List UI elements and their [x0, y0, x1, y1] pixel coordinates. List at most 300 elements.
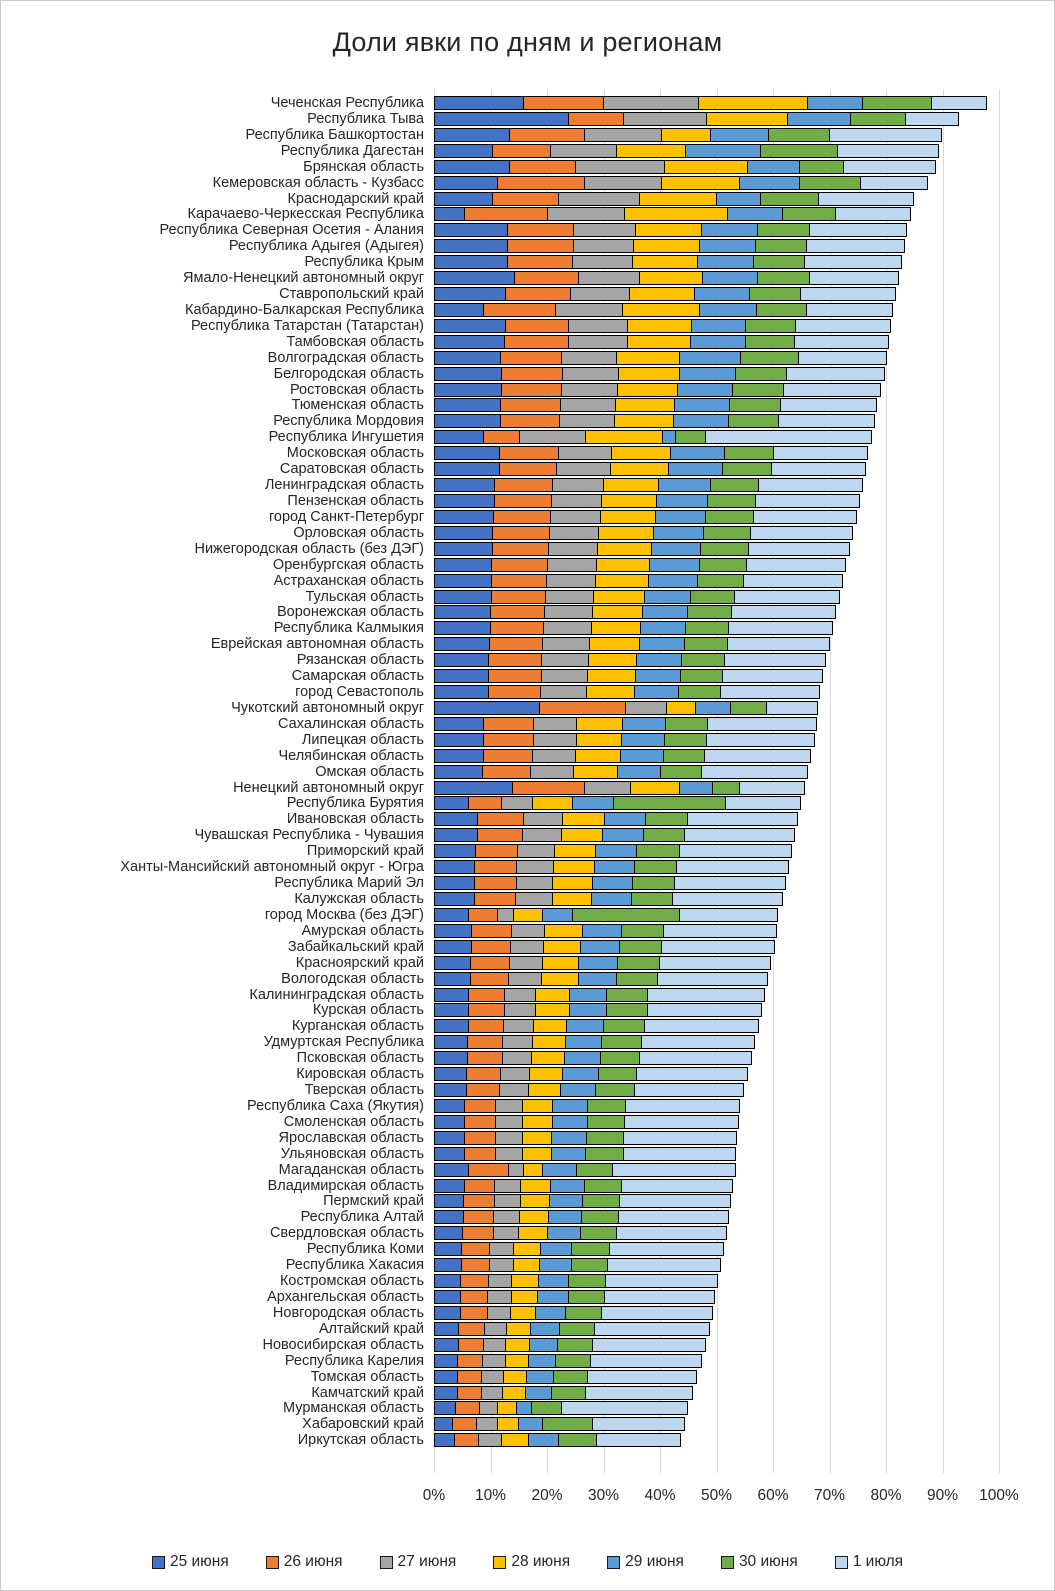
stacked-bar	[434, 112, 959, 126]
bar-segment	[773, 446, 868, 460]
bar-segment	[434, 478, 496, 492]
region-label: Липецкая область	[301, 731, 424, 748]
bar-segment	[434, 112, 570, 126]
bar-segment	[522, 1099, 554, 1113]
bar-segment	[674, 876, 786, 890]
bar-segment	[740, 351, 799, 365]
bar-segment	[494, 494, 553, 508]
bar-segment	[476, 1417, 499, 1431]
bar-segment	[507, 255, 574, 269]
bar-segment	[636, 653, 682, 667]
bar-segment	[434, 908, 469, 922]
stacked-bar	[434, 1290, 715, 1304]
bar-segment	[483, 749, 533, 763]
bar-segment	[483, 430, 520, 444]
bar-segment	[622, 303, 701, 317]
bar-segment	[676, 860, 789, 874]
stacked-bar	[434, 1226, 727, 1240]
bar-segment	[505, 287, 571, 301]
bar-segment	[528, 1433, 559, 1447]
region-label: Республика Башкортостан	[245, 126, 424, 143]
bar-segment	[727, 207, 784, 221]
bar-segment	[850, 112, 907, 126]
bar-segment	[488, 669, 542, 683]
bar-segment	[516, 860, 554, 874]
bar-segment	[434, 1290, 462, 1304]
bar-segment	[466, 1083, 501, 1097]
bar-segment	[530, 1322, 560, 1336]
bar-segment	[570, 287, 631, 301]
bar-segment	[564, 1051, 601, 1065]
bar-segment	[434, 255, 508, 269]
bar-segment	[510, 1306, 537, 1320]
bar-segment	[539, 1258, 572, 1272]
bar-segment	[504, 1003, 536, 1017]
bar-segment	[457, 1386, 482, 1400]
bar-segment	[647, 988, 765, 1002]
plot-area	[1, 1, 1055, 1591]
bar-segment	[535, 1306, 567, 1320]
bar-segment	[568, 319, 628, 333]
bar-segment	[434, 96, 524, 110]
bar-segment	[621, 1179, 733, 1193]
stacked-bar	[434, 367, 885, 381]
bar-segment	[434, 446, 501, 460]
bar-segment	[495, 1147, 523, 1161]
bar-segment	[489, 637, 544, 651]
bar-segment	[464, 1147, 497, 1161]
bar-segment	[783, 383, 881, 397]
bar-segment	[434, 319, 506, 333]
bar-segment	[699, 239, 757, 253]
bar-segment	[550, 1179, 586, 1193]
bar-segment	[434, 1163, 469, 1177]
bar-segment	[661, 176, 740, 190]
bar-segment	[482, 1354, 506, 1368]
bar-segment	[768, 128, 830, 142]
bar-segment	[747, 160, 801, 174]
bar-segment	[905, 112, 959, 126]
stacked-bar	[434, 621, 833, 635]
bar-segment	[434, 494, 495, 508]
bar-segment	[624, 207, 729, 221]
bar-segment	[573, 239, 635, 253]
region-label: Ямало-Ненецкий автономный округ	[183, 270, 424, 287]
bar-segment	[434, 1194, 465, 1208]
bar-segment	[434, 335, 506, 349]
stacked-bar	[434, 303, 893, 317]
bar-segment	[931, 96, 988, 110]
bar-segment	[477, 828, 523, 842]
bar-segment	[434, 128, 510, 142]
bar-segment	[591, 892, 632, 906]
bar-segment	[542, 908, 574, 922]
bar-segment	[702, 271, 759, 285]
stacked-bar	[434, 860, 789, 874]
bar-segment	[518, 1226, 548, 1240]
bar-segment	[497, 1401, 517, 1415]
bar-segment	[569, 988, 608, 1002]
bar-segment	[609, 1242, 724, 1256]
bar-segment	[434, 1274, 462, 1288]
region-label: Ленинградская область	[264, 477, 424, 494]
x-axis-tick-label: 30%	[587, 1487, 620, 1504]
bar-segment	[499, 446, 559, 460]
bar-segment	[568, 112, 625, 126]
region-label: Смоленская область	[283, 1113, 424, 1130]
region-label: Воронежская область	[276, 604, 424, 621]
region-label: Архангельская область	[267, 1289, 424, 1305]
bar-segment	[505, 319, 570, 333]
bar-segment	[690, 590, 736, 604]
region-label: Республика Карелия	[284, 1352, 424, 1369]
bar-segment	[501, 367, 563, 381]
bar-segment	[522, 828, 563, 842]
bar-segment	[487, 1290, 512, 1304]
stacked-bar	[434, 271, 899, 285]
bar-segment	[578, 956, 618, 970]
bar-segment	[434, 367, 503, 381]
bar-segment	[674, 398, 731, 412]
bar-segment	[618, 367, 680, 381]
bar-segment	[591, 621, 642, 635]
bar-segment	[434, 1019, 469, 1033]
bar-segment	[620, 749, 665, 763]
bar-segment	[584, 781, 632, 795]
bar-segment	[635, 669, 681, 683]
bar-segment	[491, 590, 547, 604]
stacked-bar	[434, 128, 942, 142]
bar-segment	[457, 1354, 484, 1368]
legend-label: 27 июня	[397, 1553, 457, 1570]
bar-segment	[434, 1179, 465, 1193]
legend-item	[152, 1553, 229, 1571]
region-label: Республика Алтай	[300, 1209, 424, 1226]
region-label: Краснодарский край	[287, 190, 424, 207]
bar-segment	[434, 605, 492, 619]
bar-segment	[794, 335, 889, 349]
stacked-bar	[434, 924, 777, 938]
region-label: Ульяновская область	[280, 1145, 424, 1162]
bar-segment	[520, 1179, 551, 1193]
bar-segment	[500, 1067, 531, 1081]
region-label: Свердловская область	[269, 1225, 424, 1242]
bar-segment	[434, 1417, 454, 1431]
x-axis-tick-label: 70%	[813, 1487, 846, 1504]
bar-segment	[517, 844, 555, 858]
bar-segment	[613, 796, 726, 810]
legend-swatch-icon	[152, 1556, 165, 1569]
bar-segment	[572, 908, 680, 922]
stacked-bar	[434, 319, 891, 333]
bar-segment	[468, 1019, 505, 1033]
bar-segment	[434, 1051, 468, 1065]
bar-segment	[434, 430, 485, 444]
bar-segment	[705, 430, 872, 444]
legend-label: 30 июня	[738, 1553, 798, 1570]
bar-segment	[505, 1338, 530, 1352]
bar-segment	[542, 1163, 578, 1177]
bar-segment	[578, 972, 618, 986]
bar-segment	[705, 510, 755, 524]
bar-segment	[728, 621, 833, 635]
bar-segment	[691, 319, 747, 333]
bar-segment	[434, 303, 485, 317]
bar-segment	[513, 1242, 541, 1256]
region-label: Алтайский край	[318, 1320, 424, 1337]
bar-segment	[559, 414, 616, 428]
bar-segment	[434, 574, 493, 588]
region-label: Республика Северная Осетия - Алания	[159, 222, 424, 239]
stacked-bar	[434, 335, 889, 349]
bar-segment	[543, 940, 581, 954]
bar-segment	[488, 685, 542, 699]
bar-segment	[681, 653, 725, 667]
bar-segment	[526, 1370, 555, 1384]
bar-segment	[434, 223, 509, 237]
region-label: Еврейская автономная область	[210, 636, 424, 653]
bar-segment	[619, 1194, 731, 1208]
legend	[1, 1553, 1054, 1571]
bar-segment	[470, 972, 510, 986]
bar-segment	[468, 796, 503, 810]
bar-segment	[483, 1338, 507, 1352]
bar-segment	[603, 1019, 645, 1033]
bar-segment	[760, 192, 819, 206]
bar-segment	[617, 765, 661, 779]
region-label: Республика Адыгея (Адыгея)	[228, 238, 424, 255]
bar-segment	[699, 303, 758, 317]
bar-segment	[666, 701, 696, 715]
bar-segment	[600, 510, 656, 524]
bar-segment	[509, 128, 585, 142]
bar-segment	[603, 478, 660, 492]
region-label: Чеченская Республика	[270, 95, 424, 111]
bar-segment	[466, 1067, 502, 1081]
x-axis-tick-label: 50%	[700, 1487, 733, 1504]
bar-segment	[623, 1147, 737, 1161]
bar-segment	[664, 160, 749, 174]
bar-segment	[585, 1386, 693, 1400]
bar-segment	[551, 1131, 587, 1145]
region-label: Кировская область	[296, 1066, 424, 1083]
bar-segment	[739, 176, 801, 190]
bar-segment	[624, 1115, 738, 1129]
region-label: Томская область	[310, 1368, 424, 1385]
bar-segment	[735, 367, 788, 381]
stacked-bar	[434, 1417, 685, 1431]
bar-segment	[643, 828, 685, 842]
bar-segment	[755, 494, 860, 508]
region-label: Ростовская область	[290, 381, 424, 398]
bar-segment	[434, 988, 470, 1002]
stacked-bar	[434, 526, 853, 540]
region-label: Забайкальский край	[287, 938, 424, 955]
bar-segment	[601, 494, 658, 508]
stacked-bar	[434, 1099, 740, 1113]
stacked-bar	[434, 144, 939, 158]
bar-segment	[568, 1290, 606, 1304]
legend-label: 29 июня	[625, 1553, 684, 1570]
x-axis-tick-label: 60%	[757, 1487, 789, 1504]
bar-segment	[510, 940, 545, 954]
bar-segment	[434, 239, 509, 253]
region-label: Самарская область	[291, 668, 424, 685]
bar-segment	[464, 207, 549, 221]
bar-segment	[578, 271, 640, 285]
bar-segment	[664, 733, 707, 747]
bar-segment	[464, 1179, 496, 1193]
stacked-bar	[434, 812, 798, 826]
bar-segment	[489, 1258, 514, 1272]
bar-segment	[434, 796, 469, 810]
x-axis-tick-label: 90%	[926, 1487, 959, 1504]
bar-segment	[434, 1306, 461, 1320]
bar-segment	[537, 1290, 569, 1304]
bar-segment	[580, 940, 620, 954]
bar-segment	[467, 1035, 503, 1049]
bar-segment	[547, 207, 626, 221]
bar-segment	[837, 144, 939, 158]
bar-segment	[434, 1370, 458, 1384]
bar-segment	[571, 1242, 610, 1256]
bar-segment	[474, 860, 518, 874]
bar-segment	[501, 1433, 530, 1447]
bar-segment	[706, 112, 788, 126]
bar-segment	[684, 637, 729, 651]
region-label: Амурская область	[301, 922, 424, 939]
bar-segment	[474, 876, 518, 890]
bar-segment	[488, 1274, 513, 1288]
bar-segment	[545, 590, 595, 604]
bar-segment	[490, 621, 545, 635]
region-label: Ивановская область	[286, 811, 424, 828]
bar-segment	[452, 1417, 477, 1431]
bar-segment	[532, 749, 577, 763]
bar-segment	[581, 1210, 619, 1224]
bar-segment	[675, 430, 706, 444]
bar-segment	[634, 860, 678, 874]
stacked-bar	[434, 223, 907, 237]
bar-segment	[464, 1099, 497, 1113]
bar-segment	[659, 956, 771, 970]
bar-segment	[535, 1003, 571, 1017]
bar-segment	[571, 1258, 609, 1272]
bar-segment	[500, 351, 562, 365]
stacked-bar	[434, 781, 805, 795]
bar-segment	[617, 383, 679, 397]
stacked-bar	[434, 255, 902, 269]
bar-segment	[434, 1401, 457, 1415]
bar-segment	[434, 398, 502, 412]
bar-segment	[604, 1290, 715, 1304]
bar-segment	[543, 621, 592, 635]
bar-segment	[595, 844, 637, 858]
bar-segment	[642, 605, 689, 619]
bar-segment	[551, 1147, 587, 1161]
region-label: Нижегородская область (без ДЭГ)	[194, 540, 424, 557]
region-label: Оренбургская область	[272, 556, 424, 573]
stacked-bar	[434, 1019, 759, 1033]
region-label: Республика Саха (Якутия)	[247, 1097, 424, 1114]
bar-segment	[522, 1115, 554, 1129]
bar-segment	[603, 96, 699, 110]
region-label: Костромская область	[279, 1273, 424, 1290]
bar-segment	[756, 303, 807, 317]
bar-segment	[698, 96, 808, 110]
bar-segment	[627, 335, 692, 349]
bar-segment	[550, 144, 618, 158]
stacked-bar	[434, 749, 811, 763]
bar-segment	[722, 669, 823, 683]
bar-segment	[505, 1354, 530, 1368]
bar-segment	[684, 828, 795, 842]
bar-segment	[632, 876, 676, 890]
stacked-bar	[434, 398, 877, 412]
bar-segment	[623, 1131, 737, 1145]
region-label: Сахалинская область	[278, 715, 424, 732]
bar-segment	[786, 367, 885, 381]
bar-segment	[611, 446, 671, 460]
bar-segment	[634, 1083, 744, 1097]
bar-segment	[434, 844, 476, 858]
bar-segment	[546, 574, 596, 588]
gridline	[999, 89, 1000, 1473]
region-label: Белгородская область	[273, 365, 424, 382]
legend-swatch-icon	[835, 1556, 848, 1569]
bar-segment	[619, 940, 663, 954]
bar-segment	[511, 924, 546, 938]
bar-segment	[529, 1338, 558, 1352]
bar-segment	[487, 1306, 511, 1320]
bar-segment	[434, 207, 465, 221]
stacked-bar	[434, 383, 881, 397]
bar-segment	[660, 765, 702, 779]
stacked-bar	[434, 1306, 713, 1320]
bar-segment	[532, 796, 573, 810]
stacked-bar	[434, 1194, 731, 1208]
bar-segment	[549, 1194, 584, 1208]
bar-segment	[541, 669, 589, 683]
bar-segment	[504, 335, 569, 349]
bar-segment	[672, 892, 783, 906]
bar-segment	[560, 398, 617, 412]
stacked-bar	[434, 1370, 697, 1384]
bar-segment	[653, 526, 704, 540]
bar-segment	[690, 335, 746, 349]
bar-segment	[592, 876, 633, 890]
bar-segment	[434, 1083, 467, 1097]
bar-segment	[548, 1210, 583, 1224]
bar-segment	[434, 956, 472, 970]
bar-segment	[647, 1003, 762, 1017]
bar-segment	[663, 924, 777, 938]
bar-segment	[434, 1003, 470, 1017]
bar-segment	[617, 956, 661, 970]
region-label: Орловская область	[293, 524, 424, 541]
stacked-bar	[434, 207, 911, 221]
bar-segment	[514, 271, 579, 285]
bar-segment	[523, 1163, 543, 1177]
bar-segment	[489, 1242, 514, 1256]
bar-segment	[644, 1019, 759, 1033]
legend-item	[493, 1553, 570, 1571]
region-label: Карачаево-Черкесская Республика	[187, 206, 424, 223]
region-label: Кемеровская область - Кузбасс	[212, 174, 424, 191]
region-label: Республика Ингушетия	[268, 429, 424, 446]
region-label: город Москва (без ДЭГ)	[264, 906, 424, 923]
bar-segment	[494, 1179, 522, 1193]
